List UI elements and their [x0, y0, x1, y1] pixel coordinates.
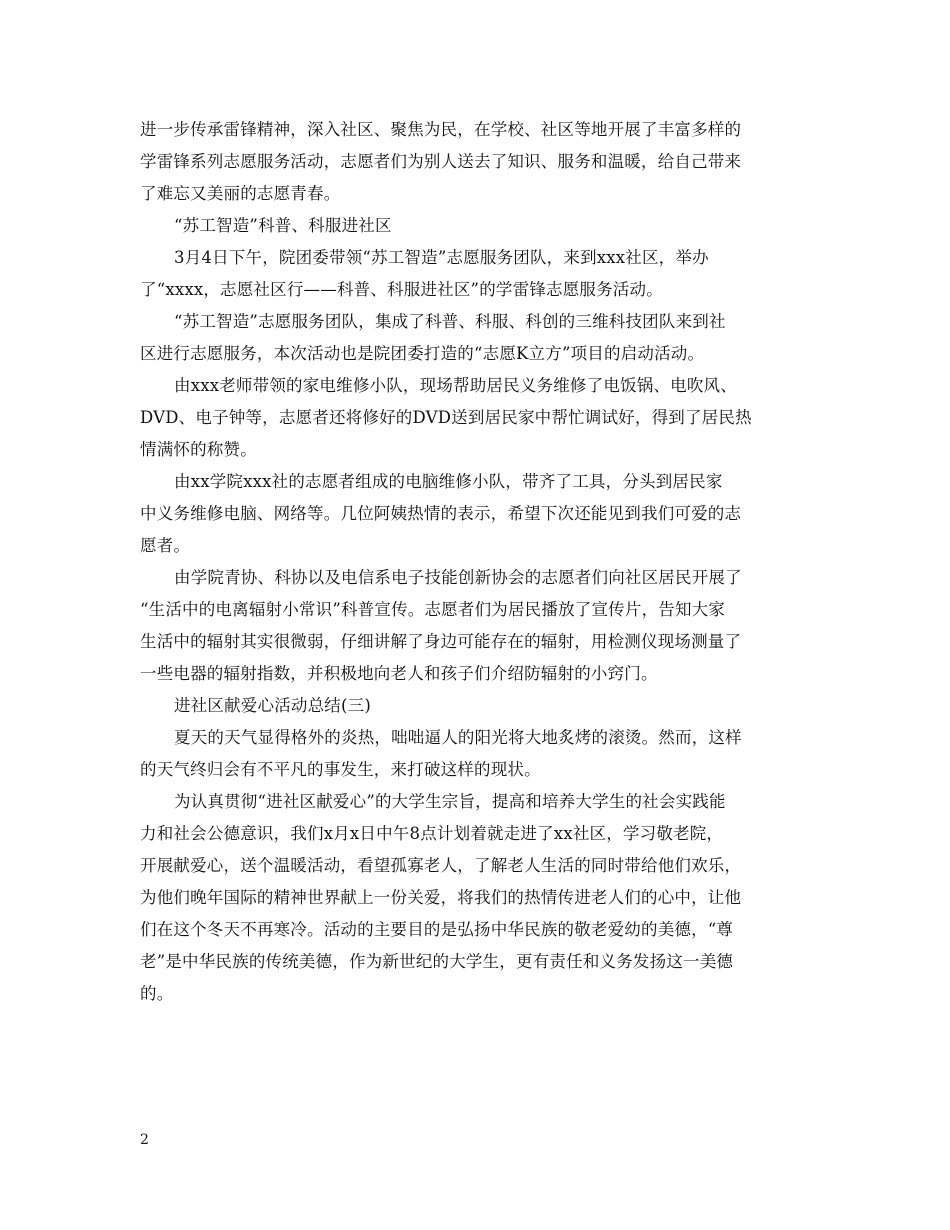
text-line: 由xxx老师带领的家电维修小队，现场帮助居民义务维修了电饭锅、电吹风、	[174, 376, 737, 395]
text-line: 一些电器的辐射指数，并积极地向老人和孩子们介绍防辐射的小窍门。	[140, 664, 658, 683]
text-line: 为他们晚年国际的精神世界献上一份关爱，将我们的热情传进老人们的心中，让他	[140, 888, 742, 907]
text-line: 力和社会公德意识，我们x月x日中午8点计划着就走进了xx社区，学习敬老院，	[140, 824, 724, 843]
text-line: DVD、电子钟等，志愿者还将修好的DVD送到居民家中帮忙调试好，得到了居民热	[140, 408, 752, 427]
document-body	[140, 114, 820, 1010]
page-number: 2	[140, 1132, 149, 1148]
text-line: 们在这个冬天不再寒冷。活动的主要目的是弘扬中华民族的敬老爱幼的美德，“尊	[140, 920, 734, 939]
text-line: 的天气终归会有不平凡的事发生，来打破这样的现状。	[140, 760, 541, 779]
text-line: 学雷锋系列志愿服务活动，志愿者们为别人送去了知识、服务和温暖，给自己带来	[140, 152, 742, 171]
text-line: “苏工智造”科普、科服进社区	[174, 216, 392, 235]
text-line: “苏工智造”志愿服务团队，集成了科普、科服、科创的三维科技团队来到社	[174, 312, 726, 331]
text-line: 愿者。	[140, 536, 191, 555]
text-line: 情满怀的称赞。	[140, 440, 257, 459]
text-line: 了难忘又美丽的志愿青春。	[140, 184, 341, 203]
text-line: 中义务维修电脑、网络等。几位阿姨热情的表示，希望下次还能见到我们可爱的志	[140, 504, 742, 523]
text-line: 3月4日下午，院团委带领“苏工智造”志愿服务团队，来到xxx社区，举办	[174, 248, 709, 267]
text-line: 夏天的天气显得格外的炎热，咄咄逼人的阳光将大地炙烤的滚烫。然而，这样	[174, 728, 742, 747]
text-line: 老”是中华民族的传统美德，作为新世纪的大学生，更有责任和义务发扬这一美德	[140, 952, 734, 971]
text-line: “生活中的电离辐射小常识”科普宣传。志愿者们为居民播放了宣传片，告知大家	[140, 600, 726, 619]
text-line: 了“xxxx，志愿社区行——科普、科服进社区”的学雷锋志愿服务活动。	[140, 280, 663, 299]
text-line: 进一步传承雷锋精神，深入社区、聚焦为民，在学校、社区等地开展了丰富多样的	[140, 120, 742, 139]
text-line: 由xx学院xxx社的志愿者组成的电脑维修小队，带齐了工具，分头到居民家	[174, 472, 723, 491]
text-line: 进社区献爱心活动总结(三)	[174, 696, 371, 715]
text-line: 为认真贯彻“进社区献爱心”的大学生宗旨，提高和培养大学生的社会实践能	[174, 792, 726, 811]
text-line: 的。	[140, 984, 174, 1003]
text-line: 区进行志愿服务，本次活动也是院团委打造的“志愿K立方”项目的启动活动。	[140, 344, 705, 363]
text-line: 开展献爱心，送个温暖活动，看望孤寡老人，了解老人生活的同时带给他们欢乐，	[140, 856, 742, 875]
text-line: 生活中的辐射其实很微弱，仔细讲解了身边可能存在的辐射，用检测仪现场测量了	[140, 632, 742, 651]
text-line: 由学院青协、科协以及电信系电子技能创新协会的志愿者们向社区居民开展了	[174, 568, 742, 587]
